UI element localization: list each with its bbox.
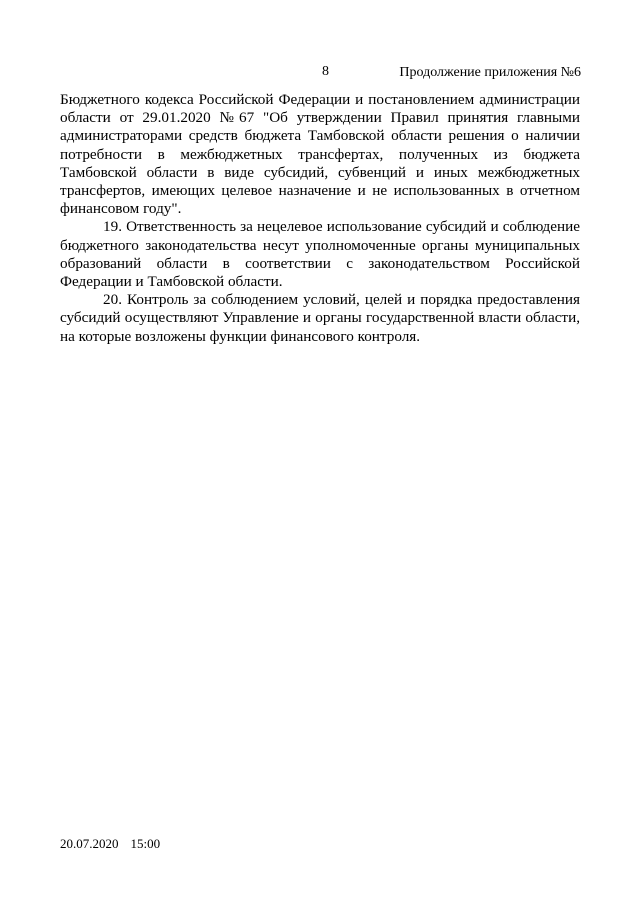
page-number: 8 xyxy=(322,64,329,79)
footer-date: 20.07.2020 xyxy=(60,836,119,851)
footer-timestamp xyxy=(60,835,160,853)
paragraph-19: 19. Ответственность за нецелевое использование субсидий и соблюдение бюджетного законодательства несут уполномоченные органы муниципальных образований области в соответствии с законодательством Российской Федерации и Тамбовской области. xyxy=(60,218,580,291)
footer-time: 15:00 xyxy=(130,836,161,851)
document-body xyxy=(60,91,580,346)
paragraph-20: 20. Контроль за соблюдением условий, целей и порядка предоставления субсидий осуществляют Управление и органы государственной власти области, на которые возложены функции финансового контроля. xyxy=(60,291,580,345)
paragraph-continued: Бюджетного кодекса Российской Федерации и постановлением администрации области от 29.01.2020 №67 "Об утверждении Правил принятия главными администраторами средств бюджета Тамбовской области решения о наличии потребности в межбюджетных трансфертах, полученных из бюджета Тамбовской области в виде субсидий, субвенций и иных межбюджетных трансфертов, имеющих целевое назначение и не использованных в отчетном финансовом году". xyxy=(60,91,580,218)
appendix-continuation-label: Продолжение приложения №6 xyxy=(399,65,581,80)
